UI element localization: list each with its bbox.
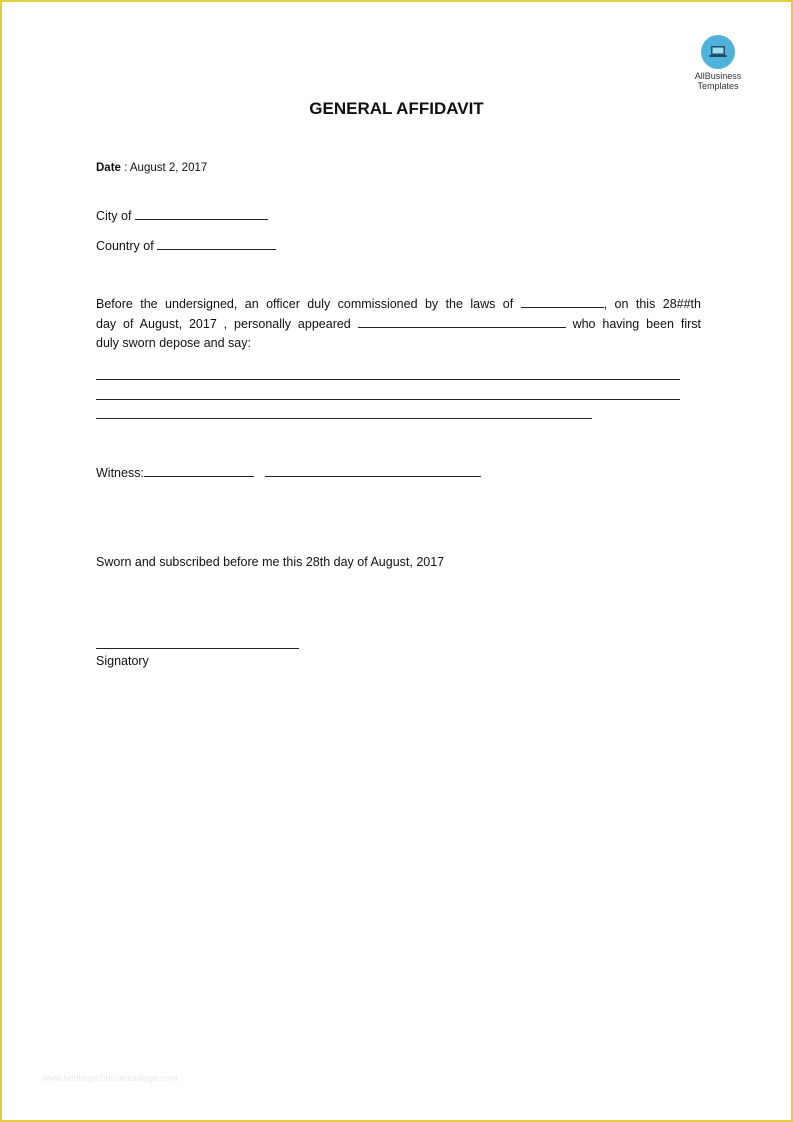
witness-blank-1[interactable] xyxy=(144,465,254,477)
paragraph-line-1 xyxy=(96,295,701,315)
laws-blank[interactable] xyxy=(521,296,604,308)
paragraph-text-3: day of August, 2017 , personally appeared xyxy=(96,316,351,331)
page-title: GENERAL AFFIDAVIT xyxy=(309,99,484,118)
date-label: Date xyxy=(96,162,121,174)
statement-line-1[interactable] xyxy=(96,379,680,380)
witness-label: Witness: xyxy=(96,466,144,480)
country-blank[interactable] xyxy=(157,238,276,250)
date-separator: : xyxy=(120,162,130,174)
country-label: Country of xyxy=(96,239,154,253)
allbusiness-logo xyxy=(690,35,746,91)
statement-line-3[interactable] xyxy=(96,418,592,419)
date-line xyxy=(96,162,207,174)
city-label: City of xyxy=(96,209,132,223)
paragraph-text-4: who having been first xyxy=(572,316,701,331)
sworn-statement: Sworn and subscribed before me this 28th day of August, 2017 xyxy=(96,555,445,569)
signature-line[interactable] xyxy=(96,648,299,649)
signatory-label: Signatory xyxy=(96,654,149,668)
logo-text-line2: Templates xyxy=(697,81,739,91)
city-line xyxy=(96,208,268,223)
paragraph-text-1: Before the undersigned, an officer duly commissioned by the laws of xyxy=(96,297,514,311)
witness-blank-2[interactable] xyxy=(265,465,481,477)
statement-line-2[interactable] xyxy=(96,399,680,400)
paragraph-line-3: duly sworn depose and say: xyxy=(96,336,251,350)
country-line xyxy=(96,238,276,253)
affidavit-paragraph xyxy=(96,295,701,354)
date-value: August 2, 2017 xyxy=(129,162,208,174)
watermark: www.heritagechristiancollege.com xyxy=(42,1073,178,1083)
city-blank[interactable] xyxy=(135,208,268,220)
laptop-icon xyxy=(701,35,735,69)
logo-text-line1: AllBusiness xyxy=(694,71,742,81)
witness-line xyxy=(96,465,481,480)
paragraph-line-2 xyxy=(96,315,701,335)
appeared-blank[interactable] xyxy=(358,316,566,328)
paragraph-text-2: , on this 28##th xyxy=(603,297,701,311)
